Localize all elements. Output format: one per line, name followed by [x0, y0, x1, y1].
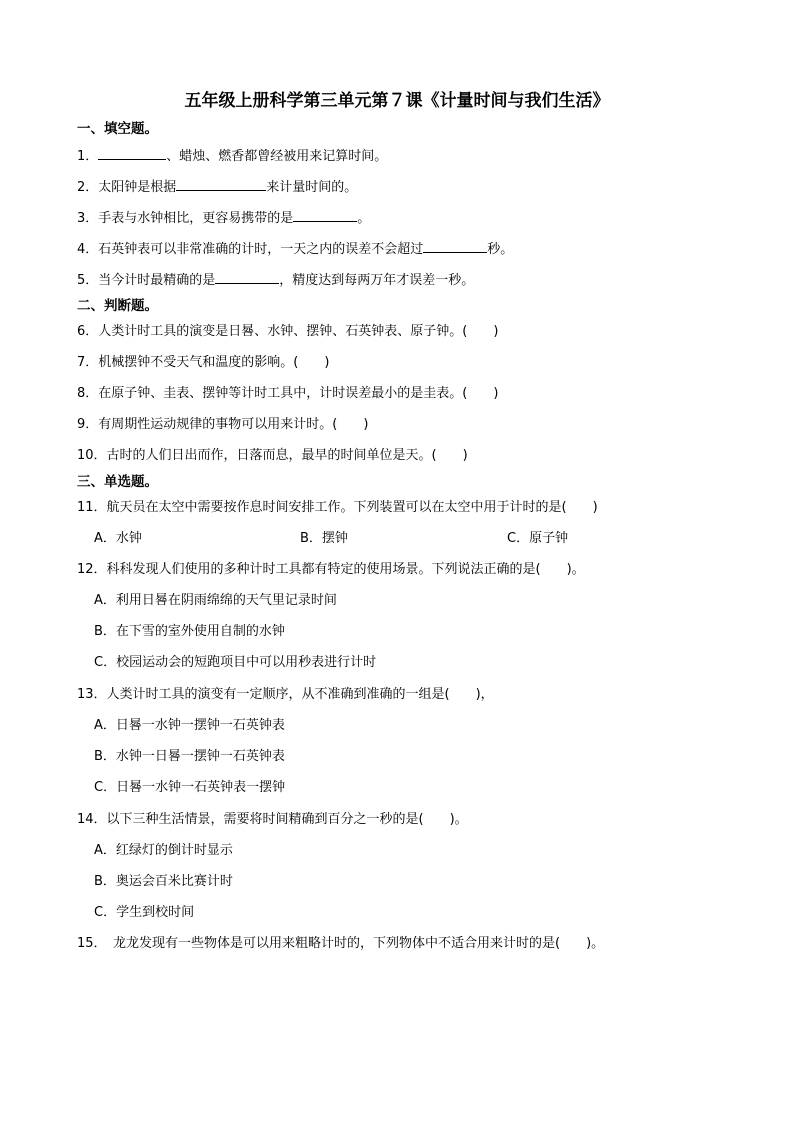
question-4	[77, 239, 513, 259]
question-number: 4．	[77, 242, 99, 257]
question-text: 。	[357, 211, 371, 226]
question-number: 1．	[77, 149, 99, 164]
page-title: 五年级上册科学第三单元第７课《计量时间与我们生活》	[184, 91, 610, 111]
option-b[interactable]: B．摆钟	[300, 531, 348, 546]
section-fill-in-blank: 一、填空题。	[77, 121, 158, 137]
question-12: 12．科科发现人们使用的多种计时工具都有特定的使用场景。下列说法正确的是( )。	[77, 562, 585, 577]
question-1	[77, 146, 387, 166]
question-text: 当今计时最精确的是	[98, 273, 216, 288]
question-number: 2．	[77, 180, 99, 195]
question-text: ，精度达到每两万年才误差一秒。	[279, 273, 475, 288]
answer-blank[interactable]	[293, 208, 357, 222]
option-b[interactable]: B．水钟一日晷一摆钟一石英钟表	[94, 749, 285, 764]
answer-blank[interactable]	[215, 270, 279, 284]
question-2	[77, 177, 357, 197]
option-a[interactable]: A．日晷一水钟一摆钟一石英钟表	[94, 718, 285, 733]
question-text: 手表与水钟相比，更容易携带的是	[98, 211, 294, 226]
question-6: 6．人类计时工具的演变是日晷、水钟、摆钟、石英钟表、原子钟。( )	[77, 324, 499, 339]
question-7: 7．机械摆钟不受天气和温度的影响。( )	[77, 355, 330, 370]
option-a[interactable]: A．利用日晷在阴雨绵绵的天气里记录时间	[94, 593, 337, 608]
question-number: 3．	[77, 211, 99, 226]
question-15: 15． 龙龙发现有一些物体是可以用来粗略计时的，下列物体中不适合用来计时的是( )。	[77, 936, 605, 951]
question-11: 11．航天员在太空中需要按作息时间安排工作。下列装置可以在太空中用于计时的是( )	[77, 500, 598, 515]
question-text: 、蜡烛、燃香都曾经被用来记算时间。	[166, 149, 388, 164]
answer-blank[interactable]	[176, 177, 266, 191]
option-c[interactable]: C．学生到校时间	[94, 905, 195, 920]
question-3	[77, 208, 370, 228]
question-5	[77, 270, 474, 290]
question-14: 14．以下三种生活情景，需要将时间精确到百分之一秒的是( )。	[77, 812, 468, 827]
section-true-false: 二、判断题。	[77, 298, 158, 314]
option-c[interactable]: C．原子钟	[507, 531, 569, 546]
question-13: 13．人类计时工具的演变有一定顺序，从不准确到准确的一组是( )，	[77, 687, 494, 702]
option-c[interactable]: C．校园运动会的短跑项目中可以用秒表进行计时	[94, 655, 377, 670]
section-single-choice: 三、单选题。	[77, 474, 158, 490]
question-text: 太阳钟是根据	[98, 180, 177, 195]
answer-blank[interactable]	[423, 239, 487, 253]
option-a[interactable]: A．水钟	[94, 531, 142, 546]
question-number: 5．	[77, 273, 99, 288]
question-10: 10．古时的人们日出而作，日落而息，最早的时间单位是天。( )	[77, 448, 468, 463]
question-text: 来计量时间的。	[266, 180, 358, 195]
option-b[interactable]: B．在下雪的室外使用自制的水钟	[94, 624, 285, 639]
option-a[interactable]: A．红绿灯的倒计时显示	[94, 843, 233, 858]
question-9: 9．有周期性运动规律的事物可以用来计时。( )	[77, 417, 369, 432]
question-8: 8．在原子钟、圭表、摆钟等计时工具中，计时误差最小的是圭表。( )	[77, 386, 499, 401]
answer-blank[interactable]	[98, 146, 166, 160]
question-text: 秒。	[487, 242, 514, 257]
question-text: 石英钟表可以非常准确的计时，一天之内的误差不会超过	[98, 242, 424, 257]
option-b[interactable]: B．奥运会百米比赛计时	[94, 874, 233, 889]
option-c[interactable]: C．日晷一水钟一石英钟表一摆钟	[94, 780, 286, 795]
